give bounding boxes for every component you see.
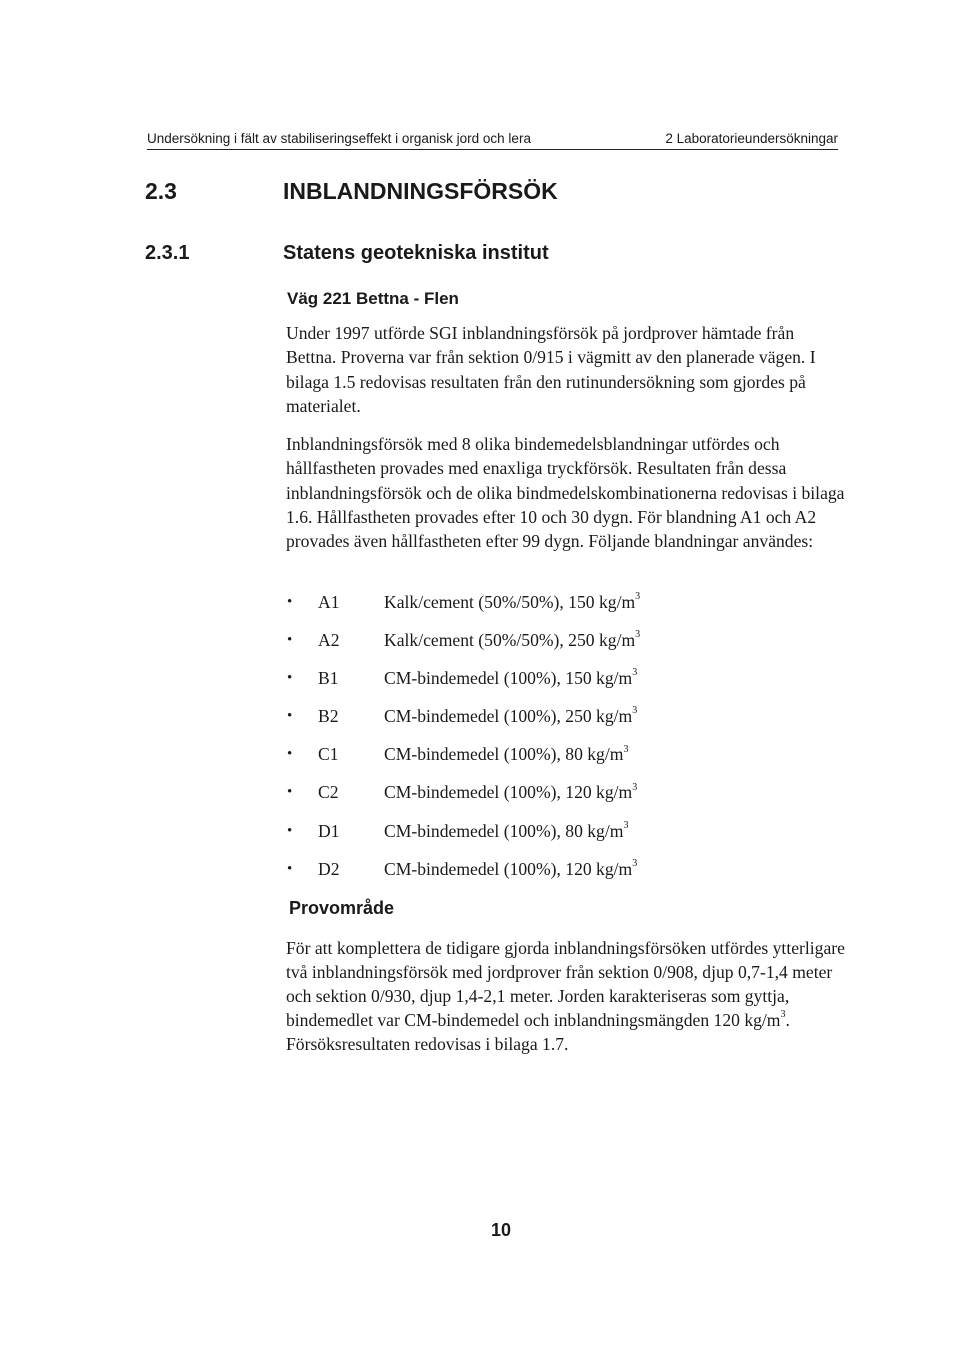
mix-description-text: CM-bindemedel (100%), 150 kg/m — [384, 668, 633, 689]
bullet-icon: • — [287, 822, 293, 839]
mix-description — [384, 780, 637, 804]
header-chapter-title: 2 Laboratorieundersökningar — [665, 131, 838, 146]
mix-description-text: CM-bindemedel (100%), 80 kg/m — [384, 744, 624, 765]
bullet-icon: • — [287, 594, 293, 610]
mix-description-text: Kalk/cement (50%/50%), 150 kg/m — [384, 592, 636, 612]
mix-code: B1 — [318, 668, 339, 689]
bullet-icon: • — [287, 670, 293, 687]
provomrade-paragraph — [286, 936, 846, 1056]
provomrade-text: För att komplettera de tidigare gjorda inblandningsförsöken utfördes ytterligare två inblandningsförsök med jordprover från sektion 0/908, djup 0,7-1,4 meter och sektion 0/930, djup 1,4-2,1 meter. Jorden karakteriseras som gyttja, bindemedlet var CM-bindemedel och inblandningsmängden 120 kg/m — [286, 938, 845, 1030]
intro-paragraph: Under 1997 utförde SGI inblandningsförsök på jordprover hämtade från Bettna. Proverna var från sektion 0/915 i vägmitt av den planerade vägen. I bilaga 1.5 redovisas resultaten från den rutinundersökning som gjordes på materialet. — [286, 323, 816, 416]
mix-code: A1 — [318, 592, 340, 612]
section-title: INBLANDNINGSFÖRSÖK — [283, 178, 558, 204]
bullet-icon: • — [287, 784, 293, 801]
mix-description-text: CM-bindemedel (100%), 120 kg/m — [384, 858, 633, 879]
mix-code: C1 — [318, 744, 339, 765]
method-paragraph: Inblandningsförsök med 8 olika bindemedelsblandningar utfördes och hållfastheten provades med enaxliga tryckförsök. Resultaten från dessa inblandningsförsök och de olika bindmedelskombinationerna redovisas i bilaga 1.6. Hållfastheten provades efter 10 och 30 dygn. För blandning A1 och A2 provades även hållfastheten efter 99 dygn. Följande blandningar användes: — [286, 434, 845, 552]
subsection-title: Statens geotekniska institut — [283, 242, 549, 264]
mix-code: D1 — [318, 820, 340, 841]
mix-superscript: 3 — [635, 591, 641, 603]
mix-description-text: Kalk/cement (50%/50%), 250 kg/m — [384, 630, 636, 651]
mix-superscript: 3 — [632, 781, 638, 793]
page-number: 10 — [491, 1220, 512, 1240]
mix-description — [384, 666, 637, 690]
road-heading: Väg 221 Bettna - Flen — [287, 289, 459, 308]
mix-description — [384, 590, 640, 614]
mix-description-text: CM-bindemedel (100%), 250 kg/m — [384, 706, 633, 727]
mix-description — [384, 704, 637, 728]
bullet-icon: • — [287, 708, 293, 725]
bullet-icon: • — [287, 632, 293, 649]
provomrade-heading: Provområde — [289, 898, 395, 918]
bullet-icon: • — [287, 746, 293, 763]
provomrade-text-end: . Försöksresultaten redovisas i bilaga 1.7. — [286, 1010, 790, 1054]
mix-description — [384, 742, 628, 766]
mix-code: D2 — [318, 858, 340, 879]
mix-description-text: CM-bindemedel (100%), 120 kg/m — [384, 782, 633, 803]
mix-description — [384, 628, 640, 652]
subsection-number: 2.3.1 — [145, 242, 190, 264]
mix-code: A2 — [318, 630, 340, 651]
mix-code: B2 — [318, 706, 339, 727]
mix-description-text: CM-bindemedel (100%), 80 kg/m — [384, 820, 624, 841]
bullet-icon: • — [287, 860, 293, 877]
section-number: 2.3 — [145, 178, 177, 204]
provomrade-superscript: 3 — [780, 1009, 786, 1021]
mix-superscript: 3 — [623, 819, 629, 831]
mix-description — [384, 857, 637, 881]
mix-description — [384, 819, 628, 843]
mix-superscript: 3 — [635, 629, 641, 641]
running-header — [147, 131, 838, 150]
mix-code: C2 — [318, 782, 339, 803]
mix-superscript: 3 — [632, 857, 638, 869]
mix-superscript: 3 — [632, 705, 638, 717]
mix-superscript: 3 — [632, 667, 638, 679]
header-document-title: Undersökning i fält av stabiliseringseffekt i organisk jord och lera — [147, 131, 531, 146]
mix-superscript: 3 — [623, 743, 629, 755]
